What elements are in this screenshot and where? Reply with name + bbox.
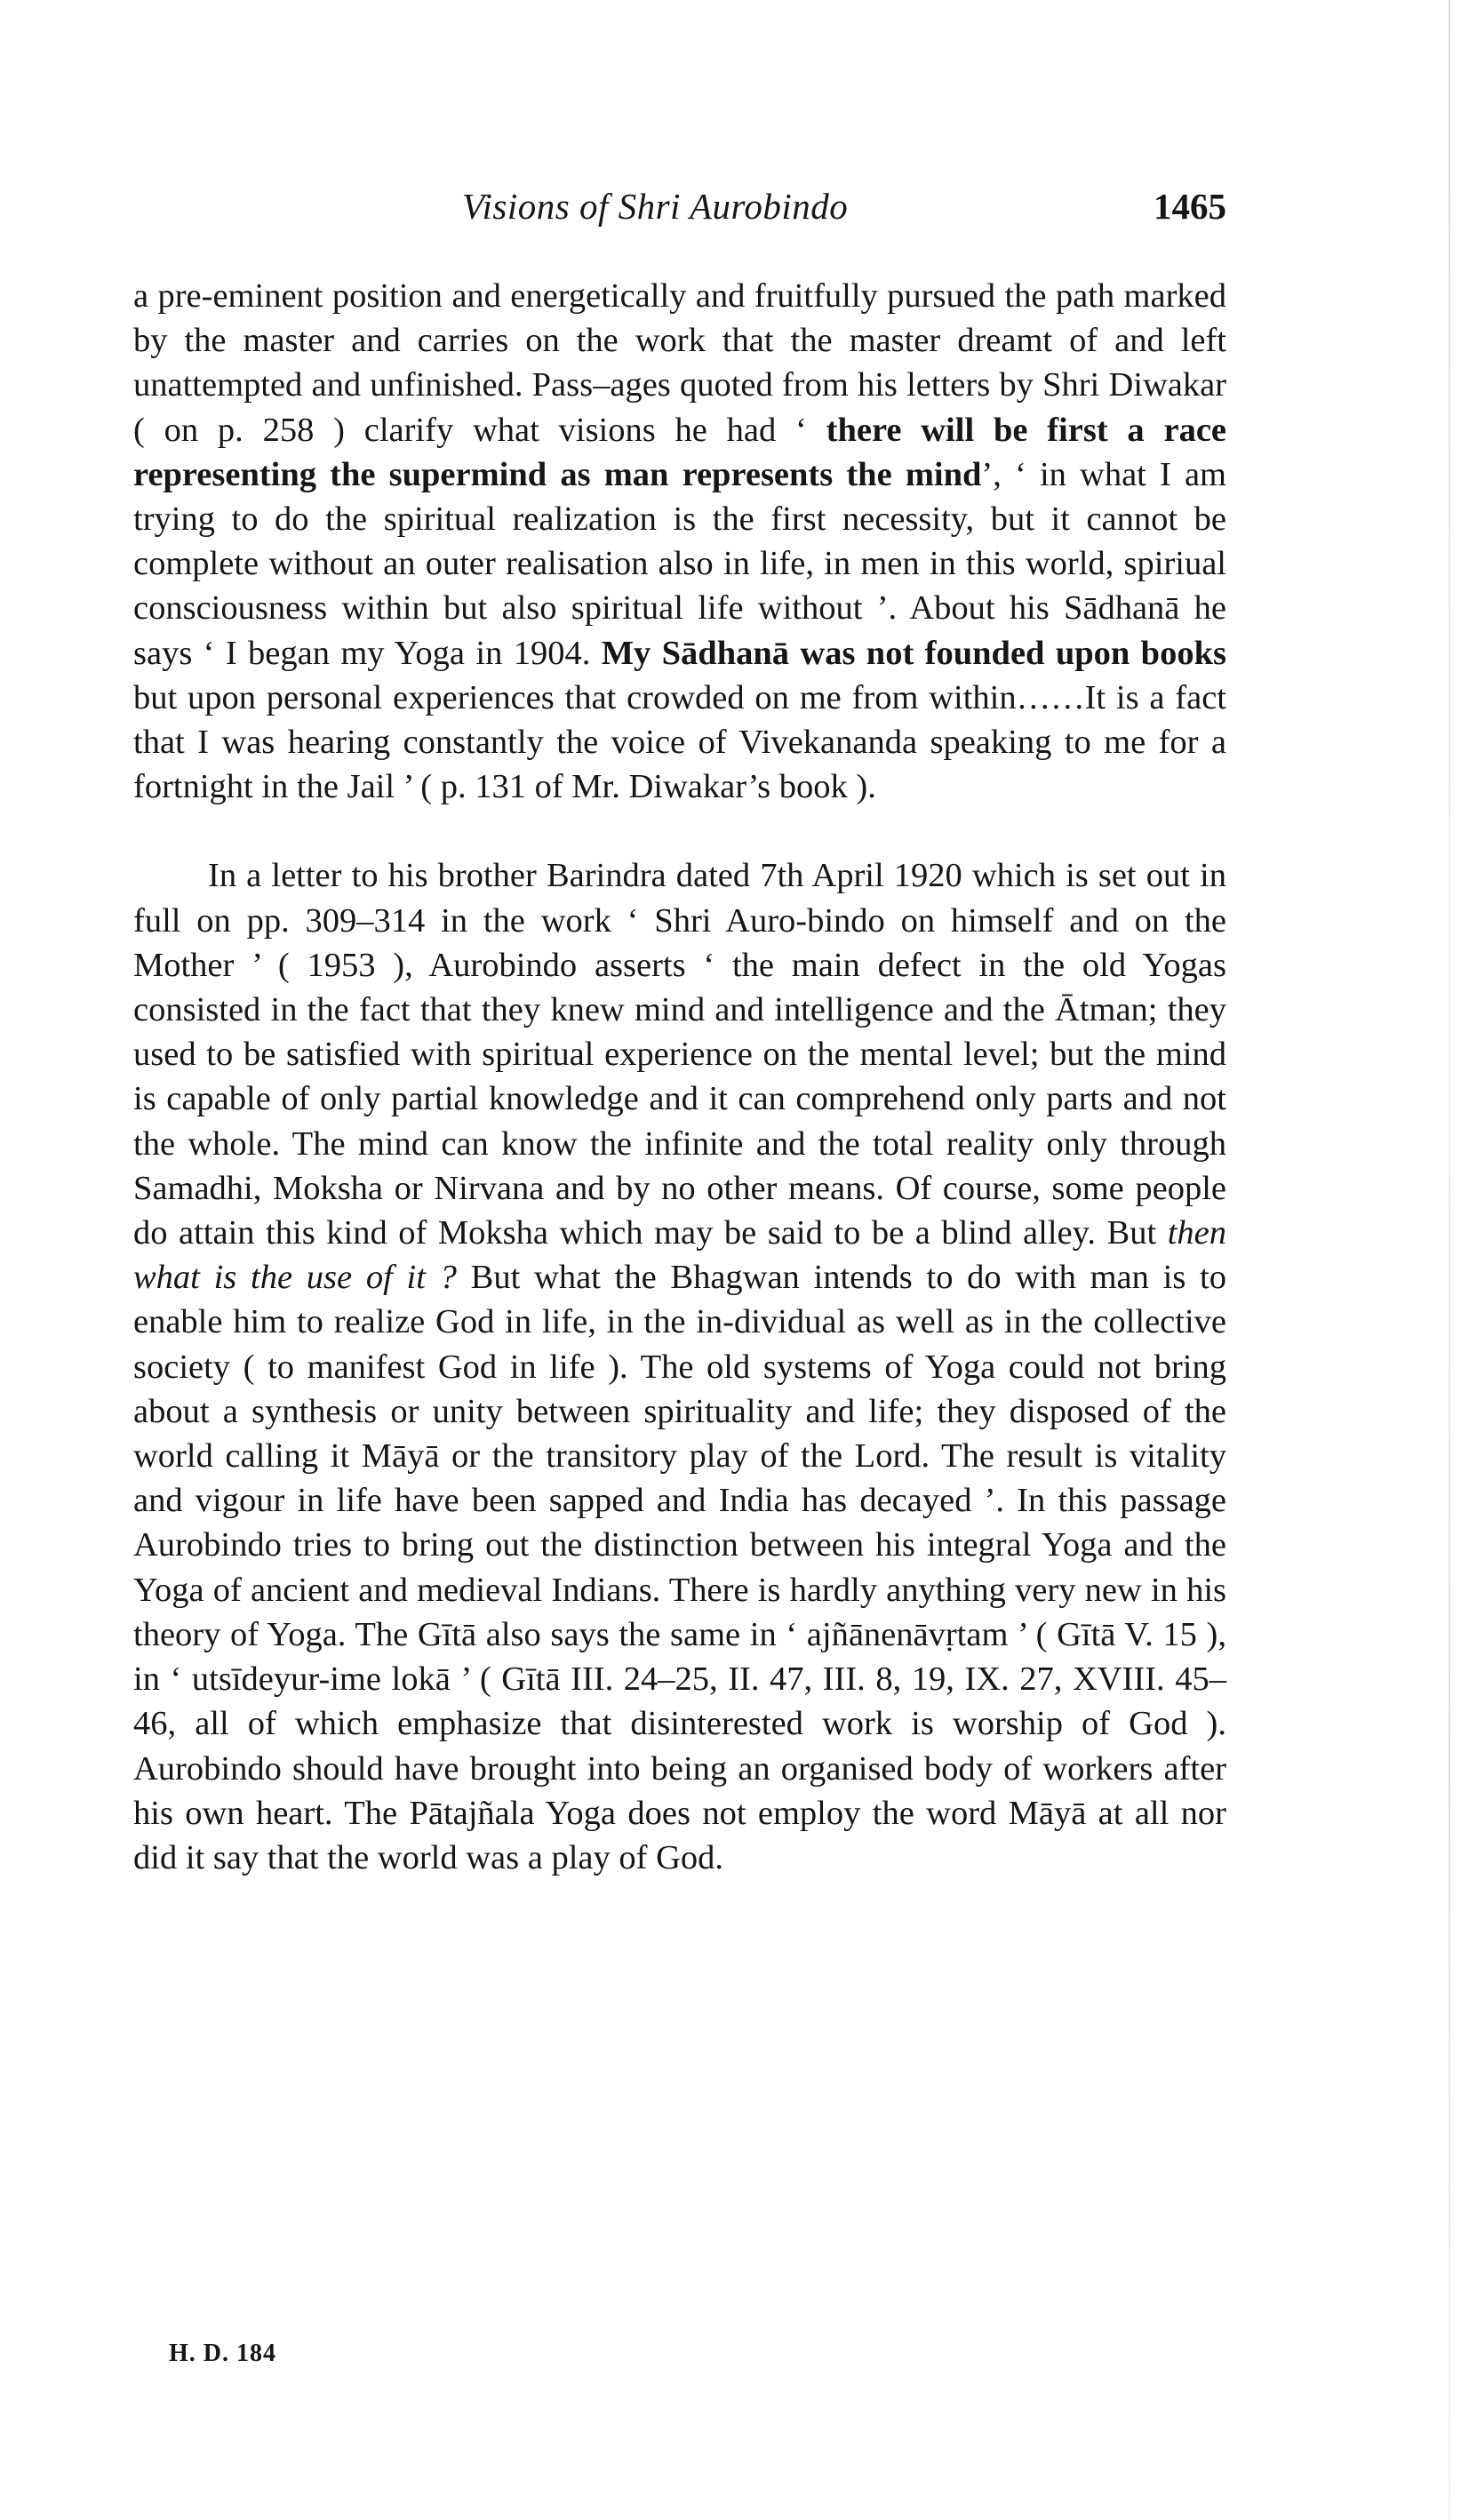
bold-quote: My Sādhanā was not founded upon books bbox=[601, 634, 1226, 672]
paragraph-1 bbox=[133, 274, 1226, 809]
text-run: but upon personal experiences that crowded on me from within……It is a fact that I was hearing constantly the voice of Vivekananda speaking to me for a fortnight in the Jail ’ ( p. 131 of Mr. Diwakar’s book ). bbox=[133, 678, 1226, 806]
text-run: a pre-eminent position and energetically and fruitfully pursued the path marked by the master and carries on the work that the master dreamt of and left unattempted and unfinished. Pass–ages quoted from his letters by Shri Diwakar ( on p. 258 ) clarify what visions he had ‘ bbox=[133, 277, 1226, 449]
running-head bbox=[133, 185, 1226, 238]
text-run: In a letter to his brother Barindra dated 7th April 1920 which is set out in full on pp. 309–314 in the work ‘ Shri Auro-bindo on himself and on the Mother ’ ( 1953 ), Aurobindo asserts ‘ the main defect in the old Yogas consisted in the fact that they knew mind and intelligence and the Ātman; they used to be satisfied with spiritual experience on the mental level; but the mind is capable of only partial knowledge and it can comprehend only parts and not the whole. The mind can know the infinite and the total reality only through Samadhi, Moksha or Nirvana and by no other means. Of course, some people do attain this kind of Moksha which may be said to be a blind alley. But bbox=[133, 857, 1226, 1252]
paragraph-2 bbox=[133, 853, 1226, 1880]
footer-signature: H. D. 184 bbox=[169, 2340, 276, 2367]
running-title: Visions of Shri Aurobindo bbox=[462, 186, 849, 227]
page-number: 1465 bbox=[1154, 186, 1226, 227]
bold-quote: there will be first a race representing the supermind as man represents the mind bbox=[133, 411, 1226, 493]
body-text bbox=[133, 274, 1226, 1880]
page-edge-line bbox=[1449, 0, 1450, 2520]
text-run: ’, ‘ in what I am trying to do the spiritual realization is the first necessity, but it cannot be complete without an outer realisation also in life, in men in this world, spiriual consciousness within but also spiritual life without ’. About his Sādhanā he says ‘ I began my Yoga in 1904. bbox=[133, 455, 1226, 672]
text-run: But what the Bhagwan intends to do with man is to enable him to realize God in life, in the in-dividual as well as in the collective society ( to manifest God in life ). The old systems of Yoga could not bring about a synthesis or unity between spirituality and life; they disposed of the world calling it Māyā or the transitory play of the Lord. The result is vitality and vigour in life have been sapped and India has decayed ’. In this passage Aurobindo tries to bring out the distinction between his integral Yoga and the Yoga of ancient and medieval Indians. There is hardly anything very new in his theory of Yoga. The Gītā also says the same in ‘ ajñānenāvṛtam ’ ( Gītā V. 15 ), in ‘ utsīdeyur-ime lokā ’ ( Gītā III. 24–25, II. 47, III. 8, 19, IX. 27, XVIII. 45–46, all of which emphasize that disinterested work is worship of God ). Aurobindo should have brought into being an organised body of workers after his own heart. The Pātajñala Yoga does not employ the word Māyā at all nor did it say that the world was a play of God. bbox=[133, 1259, 1226, 1876]
italic-phrase: then what is the use of it ? bbox=[133, 1214, 1226, 1297]
